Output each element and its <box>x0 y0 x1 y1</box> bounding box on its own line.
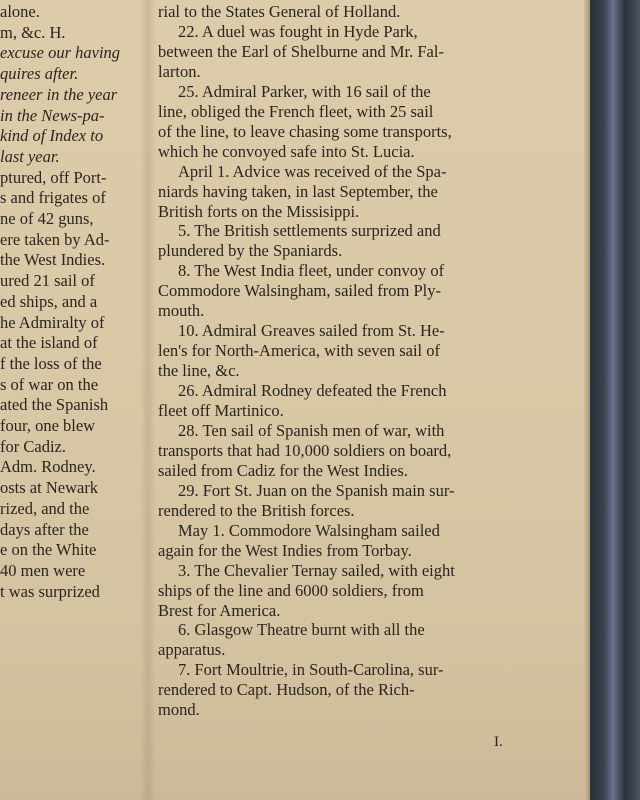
left_column-text-line: t was surprized <box>0 581 100 601</box>
left_column-text-line: days after the <box>0 519 89 539</box>
page-folio: I. <box>494 734 503 750</box>
right_column-text-line: mond. <box>158 700 200 720</box>
left_column-text-line: ured 21 sail of <box>0 271 95 291</box>
right_column-text-line: apparatus. <box>158 640 226 660</box>
right_column-text-line: between the Earl of Shelburne and Mr. Fal- <box>158 41 444 61</box>
left_column-text-line: e on the White <box>0 540 97 560</box>
right_column-text-line: larton. <box>158 61 201 81</box>
right_column-text-line: 5. The British settlements surprized and <box>178 221 441 241</box>
right_column-text-line: 10. Admiral Greaves sailed from St. He- <box>178 321 445 341</box>
left_column-text-line: for Cadiz. <box>0 436 66 456</box>
right_column-text-line: April 1. Advice was received of the Spa- <box>178 161 447 181</box>
left_column-text-line: quires after. <box>0 64 79 84</box>
left_column-text-line: s and frigates of <box>0 188 106 208</box>
right_column-text-line: again for the West Indies from Torbay. <box>158 540 412 560</box>
right_column-text-line: 3. The Chevalier Ternay sailed, with eight <box>178 560 455 580</box>
left_column-text-line: ed ships, and a <box>0 291 98 311</box>
right_column-text-line: which he convoyed safe into St. Lucia. <box>158 141 415 161</box>
left_column-text-line: at the island of <box>0 333 98 353</box>
left_column-text-line: he Admiralty of <box>0 312 105 332</box>
right_column-text-line: May 1. Commodore Walsingham sailed <box>178 520 440 540</box>
right_column-text-line: 8. The West India fleet, under convoy of <box>178 261 445 281</box>
right_column-text-line: len's for North-America, with seven sail of <box>158 341 441 361</box>
right_column-text-line: 7. Fort Moultrie, in South-Carolina, sur- <box>178 660 444 680</box>
left_column-text-line: the West Indies. <box>0 250 106 270</box>
right_column-text-line: of the line, to leave chasing some transports, <box>158 121 452 141</box>
right_column-text-line: 22. A duel was fought in Hyde Park, <box>178 21 418 41</box>
left_column-text-line: reneer in the year <box>0 84 118 104</box>
left_column-text-line: s of war on the <box>0 374 99 394</box>
column-gutter <box>140 0 156 800</box>
right_column-text-line: Brest for America. <box>158 600 281 620</box>
left_column-text-line: in the News-pa- <box>0 105 105 125</box>
right_column-text-line: niards having taken, in last September, the <box>158 181 438 201</box>
left_column-text-line: alone. <box>0 2 40 21</box>
left_column-text-line: osts at Newark <box>0 478 99 498</box>
right_column-text-line: fleet off Martinico. <box>158 401 284 420</box>
right_column-text-line: 26. Admiral Rodney defeated the French <box>178 381 447 401</box>
right_column-text-line: plundered by the Spaniards. <box>158 241 343 261</box>
right_column-text-line: 25. Admiral Parker, with 16 sail of the <box>178 81 431 101</box>
left_column-text-line: excuse our having <box>0 43 121 63</box>
right_column-text-line: 6. Glasgow Theatre burnt with all the <box>178 620 425 640</box>
left_column-text-line: Adm. Rodney. <box>0 457 96 477</box>
left_column-text-line: m, &c. H. <box>0 22 66 42</box>
left_column-text-line: ne of 42 guns, <box>0 209 94 228</box>
left_column-text-line: 40 men were <box>0 560 86 580</box>
right_column-text-line: rendered to the British forces. <box>158 500 355 520</box>
right_column-text-line: 28. Ten sail of Spanish men of war, with <box>178 420 445 440</box>
left_column-text-line: f the loss of the <box>0 353 102 373</box>
left_column-text-line: ere taken by Ad- <box>0 229 110 249</box>
right_column-text-line: the line, &c. <box>158 361 240 381</box>
right_column-text-line: rial to the States General of Holland. <box>158 2 401 21</box>
page-edge <box>584 0 590 800</box>
right_column-text-line: Commodore Walsingham, sailed from Ply- <box>158 281 441 301</box>
right_column-text-line: ships of the line and 6000 soldiers, from <box>158 580 424 600</box>
right_column-text-line: 29. Fort St. Juan on the Spanish main sur- <box>178 480 455 500</box>
right_column-text-line: British forts on the Missisippi. <box>158 201 360 221</box>
left_column-text-line: four, one blew <box>0 416 96 435</box>
right_column-text-line: sailed from Cadiz for the West Indies. <box>158 460 408 480</box>
left_column-text-line: ptured, off Port- <box>0 167 107 187</box>
left_column-text-line: last year. <box>0 146 60 166</box>
left_column-text-line: ated the Spanish <box>0 395 109 415</box>
left_column-text-line: kind of Index to <box>0 126 104 146</box>
right_column-text-line: transports that had 10,000 soldiers on board, <box>158 440 452 460</box>
left_column-text-line: rized, and the <box>0 498 90 518</box>
right_column-text-line: line, obliged the French fleet, with 25 sail <box>158 101 434 121</box>
right_column-text-line: rendered to Capt. Hudson, of the Rich- <box>158 680 415 700</box>
right_column-text-line: mouth. <box>158 301 205 321</box>
